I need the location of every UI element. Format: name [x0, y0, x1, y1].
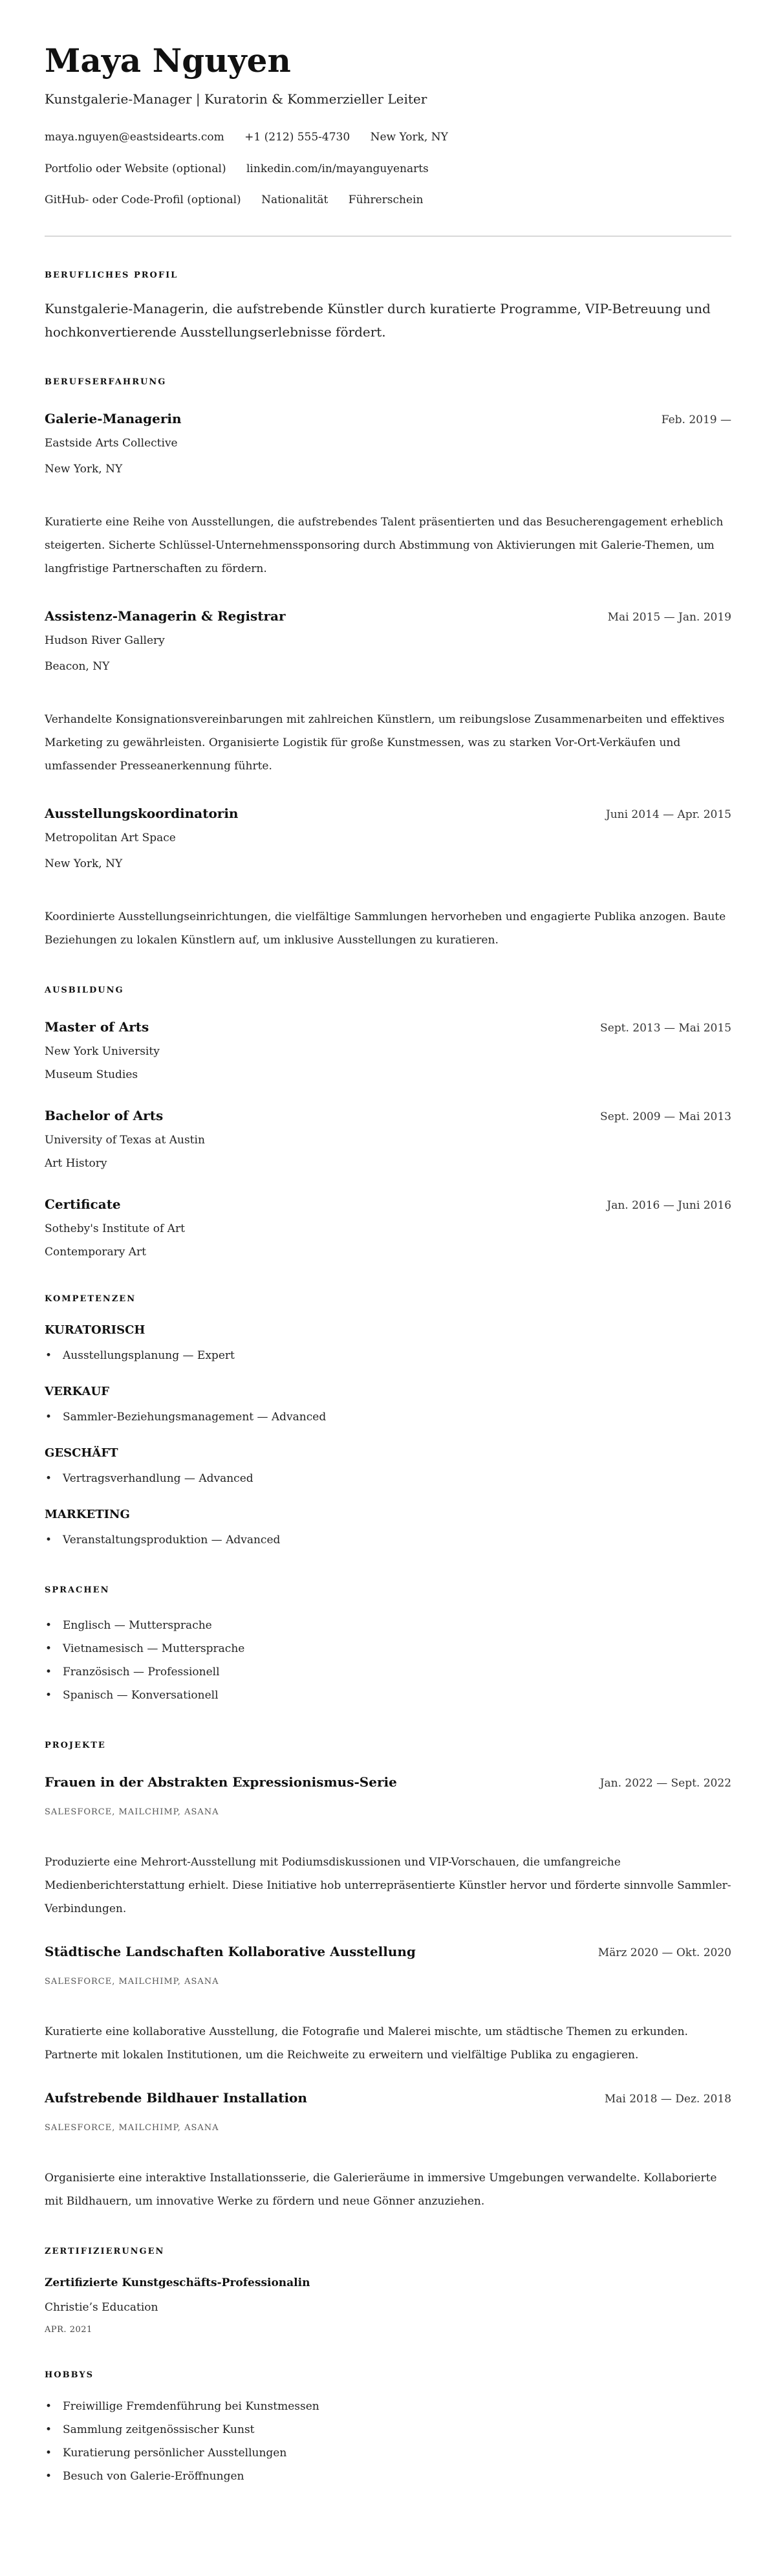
job-entry [45, 606, 731, 778]
section-title: SPRACHEN [45, 1585, 110, 1595]
project-tech-stack: SALESFORCE, MAILCHIMP, ASANA [45, 1976, 219, 1987]
company-name: Hudson River Gallery [45, 633, 165, 647]
nationality: Nationalität [261, 193, 329, 206]
job-description: Kuratierte eine Reihe von Ausstellungen, die aufstrebendes Talent präsentierten und das Besucherengagement erheblich steigerten. Sicherte Schlüssel-Unternehmenssponsoring durch Abstimmung von Aktivierungen mit Galerie-Themen, um langfristige Partnerschaften zu fördern. [45, 515, 724, 575]
hobby-item: • Besuch von Galerie-Eröffnungen [45, 2465, 731, 2488]
entry-header [45, 1772, 731, 1793]
job-description: Verhandelte Konsignationsvereinbarungen mit zahlreichen Künstlern, um reibungslose Zusammenarbeiten und effektives Marketing zu gewährleisten. Organisierte Logistik für große Kunstmessen, was zu starken Vor-Ort-Verkäufen und umfassender Presseanerkennung führte. [45, 712, 725, 773]
resume-header [45, 41, 731, 216]
contact-row [45, 184, 731, 216]
skill-category: VERKAUF [45, 1384, 110, 1398]
language-item: • Französisch — Professionell [45, 1660, 731, 1684]
skill-item: • Sammler-Beziehungsmanagement — Advanced [45, 1405, 731, 1429]
skills-section [45, 1293, 731, 1552]
school-name: Sotheby's Institute of Art [45, 1222, 185, 1235]
drivers-license: Führerschein [348, 193, 424, 206]
skill-list [45, 1344, 731, 1367]
education-entry [45, 1017, 731, 1083]
hobby-item: • Sammlung zeitgenössischer Kunst [45, 2418, 731, 2441]
entry-header [45, 1017, 731, 1038]
skill-category: KURATORISCH [45, 1323, 146, 1337]
candidate-name: Maya Nguyen [45, 41, 291, 80]
profile-summary: Kunstgalerie-Managerin, die aufstrebende Künstler durch kuratierte Programme, VIP-Betreuung und hochkonvertierende Ausstellungserlebnisse fördert. [45, 300, 711, 340]
skill-item: • Veranstaltungsproduktion — Advanced [45, 1528, 731, 1552]
language-item: • Spanisch — Konversationell [45, 1684, 731, 1707]
certification-name: Zertifizierte Kunstgeschäfts-Professionalin [45, 2276, 310, 2289]
phone-number: +1 (212) 555-4730 [244, 131, 350, 144]
skill-category: MARKETING [45, 1507, 130, 1521]
header-divider [45, 236, 731, 237]
section-title: AUSBILDUNG [45, 985, 124, 995]
email-link[interactable]: maya.nguyen@eastsidearts.com [45, 131, 224, 144]
section-title: BERUFSERFAHRUNG [45, 377, 167, 387]
hobbies-section [45, 2369, 731, 2488]
entry-title: Städtische Landschaften Kollaborative Ausstellung [45, 1943, 416, 1959]
field-of-study: Museum Studies [45, 1068, 138, 1081]
entry-date: Jan. 2022 — Sept. 2022 [599, 1776, 731, 1790]
portfolio-link[interactable]: Portfolio oder Website (optional) [45, 162, 226, 175]
project-entry [45, 2088, 731, 2213]
job-location: Beacon, NY [45, 659, 110, 673]
entry-header [45, 1106, 731, 1127]
language-item: • Vietnamesisch — Muttersprache [45, 1637, 731, 1660]
linkedin-link[interactable]: linkedin.com/in/mayanguyenarts [246, 162, 429, 175]
entry-header [45, 1194, 731, 1215]
skill-item: • Vertragsverhandlung — Advanced [45, 1467, 731, 1490]
job-location: New York, NY [45, 462, 123, 476]
job-entry [45, 409, 731, 580]
hobby-item: • Freiwillige Fremdenführung bei Kunstmessen [45, 2395, 731, 2418]
job-entry [45, 804, 731, 952]
github-link[interactable]: GitHub- oder Code-Profil (optional) [45, 193, 241, 206]
section-title: KOMPETENZEN [45, 1294, 136, 1304]
entry-title: Frauen in der Abstrakten Expressionismus-Serie [45, 1774, 397, 1790]
skill-list [45, 1467, 731, 1490]
job-description: Koordinierte Ausstellungseinrichtungen, die vielfältige Sammlungen hervorheben und engagierte Publika anzogen. Baute Beziehungen zu lokalen Künstlern auf, um inklusive Ausstellungen zu kuratieren. [45, 910, 726, 947]
entry-title: Bachelor of Arts [45, 1107, 164, 1123]
school-name: New York University [45, 1044, 160, 1058]
entry-date: Jan. 2016 — Juni 2016 [607, 1198, 731, 1212]
projects-section [45, 1739, 731, 2213]
language-item: • Englisch — Muttersprache [45, 1614, 731, 1637]
project-description: Organisierte eine interaktive Installationsserie, die Galerieräume in immersive Umgebungen verwandelte. Kollaborierte mit Bildhauern, um innovative Werke zu fördern und neue Gönner anzuziehen. [45, 2171, 717, 2208]
project-entry [45, 1772, 731, 1921]
field-of-study: Art History [45, 1156, 107, 1170]
certifications-section [45, 2245, 731, 2337]
section-title: ZERTIFIZIERUNGEN [45, 2246, 165, 2256]
section-title: PROJEKTE [45, 1740, 106, 1750]
company-name: Metropolitan Art Space [45, 831, 176, 844]
candidate-headline: Kunstgalerie-Manager | Kuratorin & Kommerzieller Leiter [45, 91, 427, 107]
certification-entry [45, 2274, 731, 2337]
entry-date: Sept. 2013 — Mai 2015 [600, 1021, 731, 1035]
entry-date: Mai 2015 — Jan. 2019 [607, 610, 731, 624]
entry-title: Certificate [45, 1196, 121, 1212]
entry-header [45, 2088, 731, 2109]
project-tech-stack: SALESFORCE, MAILCHIMP, ASANA [45, 1807, 219, 1817]
entry-date: Feb. 2019 — [661, 413, 731, 426]
project-tech-stack: SALESFORCE, MAILCHIMP, ASANA [45, 2122, 219, 2133]
section-title: HOBBYS [45, 2370, 94, 2380]
location: New York, NY [370, 131, 448, 144]
entry-header [45, 606, 731, 627]
entry-title: Galerie-Managerin [45, 410, 182, 426]
entry-header [45, 1942, 731, 1963]
job-location: New York, NY [45, 857, 123, 870]
skill-list [45, 1528, 731, 1552]
contact-info [45, 122, 731, 216]
project-entry [45, 1942, 731, 2067]
contact-row [45, 153, 731, 185]
entry-title: Master of Arts [45, 1018, 149, 1035]
languages-section [45, 1584, 731, 1707]
contact-row [45, 122, 731, 153]
education-section [45, 984, 731, 1260]
project-description: Kuratierte eine kollaborative Ausstellung, die Fotografie und Malerei mischte, um städtische Themen zu erkunden. Partnerte mit lokalen Institutionen, um die Reichweite zu erweitern und vielfältige Publika zu engagieren. [45, 2025, 688, 2062]
project-description: Produzierte eine Mehrort-Ausstellung mit Podiumsdiskussionen und VIP-Vorschauen, die umfangreiche Medienberichterstattung erhielt. Diese Initiative hob unterrepräsentierte Künstler hervor und förderte sinnvolle Sammler-Verbindungen. [45, 1855, 731, 1915]
entry-date: Juni 2014 — Apr. 2015 [605, 808, 731, 821]
entry-header [45, 409, 731, 430]
entry-date: Sept. 2009 — Mai 2013 [600, 1110, 731, 1123]
field-of-study: Contemporary Art [45, 1245, 146, 1259]
skill-category: GESCHÄFT [45, 1446, 118, 1460]
company-name: Eastside Arts Collective [45, 436, 178, 450]
certification-date: APR. 2021 [45, 2324, 92, 2335]
entry-date: März 2020 — Okt. 2020 [598, 1946, 731, 1959]
entry-title: Aufstrebende Bildhauer Installation [45, 2089, 307, 2106]
entry-title: Ausstellungskoordinatorin [45, 805, 239, 821]
skill-list [45, 1405, 731, 1429]
skill-item: • Ausstellungsplanung — Expert [45, 1344, 731, 1367]
certification-issuer: Christie’s Education [45, 2300, 158, 2314]
education-entry [45, 1106, 731, 1172]
school-name: University of Texas at Austin [45, 1133, 205, 1147]
entry-date: Mai 2018 — Dez. 2018 [604, 2092, 731, 2106]
hobby-item: • Kuratierung persönlicher Ausstellungen [45, 2441, 731, 2465]
experience-section [45, 376, 731, 952]
entry-header [45, 804, 731, 824]
entry-title: Assistenz-Managerin & Registrar [45, 608, 286, 624]
profile-section [45, 269, 731, 344]
section-title: BERUFLICHES PROFIL [45, 270, 178, 280]
education-entry [45, 1194, 731, 1260]
